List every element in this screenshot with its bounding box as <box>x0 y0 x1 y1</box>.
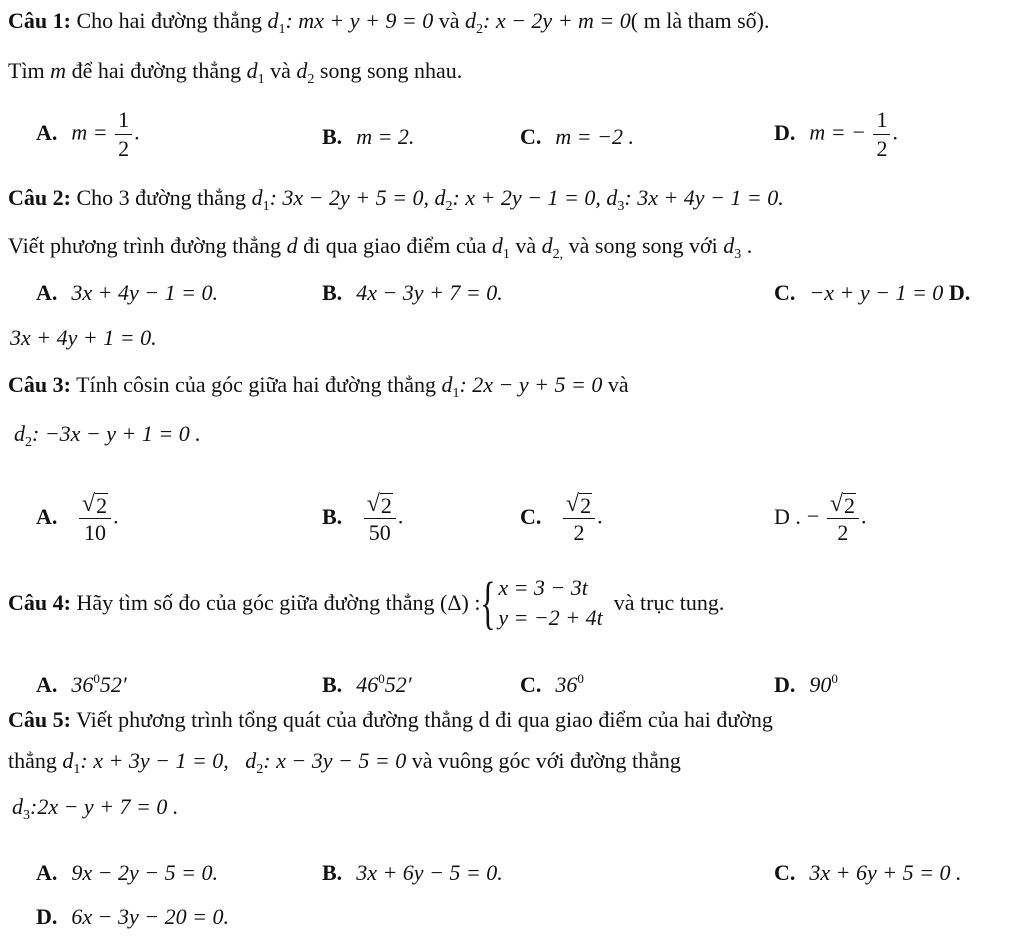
option-text: 6x − 3y − 20 = 0. <box>71 904 229 929</box>
q2-d1: d <box>251 185 263 210</box>
degree-mark: 0 <box>831 671 838 686</box>
q2-line1 <box>8 183 784 222</box>
q3-d1: d <box>441 372 453 397</box>
numerator: 1 <box>876 107 888 132</box>
q1-l2-m: m <box>50 58 67 83</box>
option-pre: − <box>806 503 820 529</box>
option-label: A. <box>36 119 58 145</box>
q1-d2: d <box>465 8 476 33</box>
q3-s1: 1 <box>452 386 460 401</box>
q4-delta: (Δ) : <box>440 590 481 615</box>
option-label: D. <box>774 672 796 697</box>
numerator: 1 <box>118 107 130 132</box>
q5-l2-t1: thẳng <box>8 748 57 773</box>
option-text: 3x + 6y + 5 = 0 . <box>809 860 962 885</box>
denominator: 2 <box>837 520 849 545</box>
q2-eq1: : 3x − 2y + 5 = 0, <box>269 185 429 210</box>
q2-option-b[interactable] <box>322 278 503 308</box>
q3-s2: 2 <box>25 435 32 450</box>
option-label: D. <box>774 119 796 145</box>
option-text: m = 2. <box>356 124 415 149</box>
option-text: 9x − 2y − 5 = 0. <box>71 860 218 885</box>
numerator <box>563 490 595 518</box>
radicand: 2 <box>580 493 592 518</box>
option-text: 4x − 3y + 7 = 0. <box>356 280 503 305</box>
system-rows <box>498 573 602 633</box>
q2-l2-s2: 2, <box>552 247 564 262</box>
q1-l2-b: để hai đường thẳng <box>71 58 242 83</box>
denominator: 10 <box>83 520 106 545</box>
q2-label: Câu 2: <box>8 185 71 210</box>
option-text: −x + y − 1 = 0 <box>809 280 944 305</box>
q1-and: và <box>438 8 460 33</box>
option-pre: m = <box>71 119 108 145</box>
system-row-1: x = 3 − 3t <box>498 575 588 600</box>
q5-d2: d <box>245 748 257 773</box>
fraction <box>364 490 396 547</box>
q5-option-c[interactable] <box>774 858 961 888</box>
q2-option-d[interactable] <box>10 323 157 353</box>
q5-line3 <box>12 792 178 831</box>
q1-option-b[interactable] <box>322 122 414 152</box>
radicand: 2 <box>96 493 108 518</box>
q1-text: Cho hai đường thẳng <box>76 8 262 33</box>
radicand: 2 <box>380 493 392 518</box>
radical-sign: √ <box>565 491 580 517</box>
q5-option-d[interactable] <box>36 902 229 932</box>
brace-glyph: { <box>480 570 497 635</box>
radical-sign: √ <box>829 491 843 517</box>
degree-mark: 0 <box>93 671 100 686</box>
sqrt <box>566 491 592 518</box>
q2-s2: 2 <box>445 199 453 214</box>
option-post: . <box>113 503 119 529</box>
option-label: C. <box>774 860 796 885</box>
option-post: . <box>134 119 140 145</box>
q4-option-c[interactable] <box>520 664 584 700</box>
option-deg: 46 <box>356 672 379 697</box>
q3-option-d[interactable] <box>774 490 866 547</box>
option-post: . <box>397 503 404 529</box>
q2-l2-d1: d <box>491 233 503 258</box>
q1-l2-s2: 2 <box>307 72 315 87</box>
q2-eq2: : x + 2y − 1 = 0, <box>452 185 601 210</box>
q3-and: và <box>607 372 629 397</box>
q1-l2-d2: d <box>296 58 308 83</box>
q5-l2-t2: và vuông góc với đường thẳng <box>411 748 681 773</box>
q3-option-a[interactable] <box>36 490 119 547</box>
fraction <box>79 490 111 547</box>
q2-eq3: : 3x + 4y − 1 = 0. <box>624 185 784 210</box>
q5-d3: d <box>12 794 23 819</box>
q3-line1 <box>8 370 629 409</box>
denominator: 2 <box>876 136 888 161</box>
q2-l2-s1: 1 <box>502 247 510 262</box>
option-label: D . <box>774 503 801 529</box>
q2-l2-t4: và song song với <box>568 233 718 258</box>
sqrt <box>367 491 393 518</box>
option-deg: 36 <box>555 672 578 697</box>
option-label: A. <box>36 503 58 529</box>
q5-option-a[interactable] <box>36 858 218 888</box>
option-post: . <box>892 119 898 145</box>
numerator <box>827 490 859 518</box>
option-text: m = −2 . <box>555 124 634 149</box>
q3-eq1: : 2x − y + 5 = 0 <box>459 372 603 397</box>
q4-option-d[interactable] <box>774 664 838 700</box>
q2-option-c[interactable] <box>774 278 970 308</box>
option-post: . <box>860 503 867 529</box>
q1-param-note: ( m là tham số). <box>630 8 770 33</box>
q2-l2-t2: đi qua giao điểm của <box>303 233 487 258</box>
q5-d1: d <box>62 748 74 773</box>
q4-label: Câu 4: <box>8 590 71 615</box>
q1-d1-sub: 1 <box>278 22 286 37</box>
option-label: B. <box>322 672 343 697</box>
q4-system <box>480 570 603 635</box>
option-label: C. <box>774 280 796 305</box>
option-minutes: 52′ <box>99 672 127 697</box>
q3-d2: d <box>14 421 25 446</box>
q1-l2-d1: d <box>246 58 258 83</box>
option-label: B. <box>322 124 343 149</box>
q2-text: Cho 3 đường thẳng <box>76 185 247 210</box>
fraction <box>873 106 890 163</box>
q5-s2: 2 <box>256 762 264 777</box>
option-pre: m = − <box>809 119 866 145</box>
radical-sign: √ <box>366 491 380 517</box>
q1-eq2: : x − 2y + m = 0 <box>483 8 631 33</box>
q2-l2-d3: d <box>723 233 735 258</box>
q1-eq1: : mx + y + 9 = 0 <box>285 8 434 33</box>
q1-l2-s1: 1 <box>257 72 265 87</box>
option-minutes: 52′ <box>384 672 412 697</box>
q5-s3: 3 <box>23 808 30 823</box>
q4-text1: Hãy tìm số đo của góc giữa đường thẳng <box>76 590 435 615</box>
q3-text: Tính côsin của góc giữa hai đường thẳng <box>76 372 436 397</box>
q2-option-a[interactable] <box>36 278 218 308</box>
option-text: 3x + 4y − 1 = 0. <box>71 280 218 305</box>
q1-l2-a: Tìm <box>8 58 45 83</box>
q2-line2 <box>8 231 752 270</box>
q3-option-c[interactable] <box>520 490 603 547</box>
q1-option-c[interactable] <box>520 122 634 152</box>
option-label: B. <box>322 280 343 305</box>
q4-text2: và trục tung. <box>613 590 725 615</box>
q1-l2-c: và <box>270 58 291 83</box>
q2-d2: d <box>434 185 446 210</box>
option-label: C. <box>520 124 542 149</box>
q4-option-b[interactable] <box>322 664 412 700</box>
q2-s3: 3 <box>617 199 625 214</box>
q1-line1 <box>8 6 769 45</box>
q5-eq3: :2x − y + 7 = 0 . <box>30 794 179 819</box>
denominator: 50 <box>368 520 391 545</box>
q3-label: Câu 3: <box>8 372 71 397</box>
q5-eq1: : x + 3y − 1 = 0, <box>80 748 229 773</box>
q5-line2 <box>8 746 681 785</box>
option-text: 3x + 4y + 1 = 0. <box>10 325 157 350</box>
denominator: 2 <box>573 520 585 545</box>
q3-option-b[interactable] <box>322 490 403 547</box>
q3-eq2: : −3x − y + 1 = 0 . <box>32 421 201 446</box>
degree-mark: 0 <box>378 671 385 686</box>
degree-mark: 0 <box>577 671 584 686</box>
q5-label: Câu 5: <box>8 707 71 732</box>
option-label: B. <box>322 503 343 529</box>
q2-l2-s3: 3 <box>734 247 742 262</box>
q5-line1 <box>8 705 773 735</box>
q1-d2-sub: 2 <box>476 22 483 37</box>
q2-l2-d2: d <box>541 233 553 258</box>
denominator: 2 <box>118 136 130 161</box>
q4-line1 <box>8 570 725 635</box>
option-label: A. <box>36 860 58 885</box>
q5-text1: Viết phương trình tổng quát của đường thẳng d đi qua giao điểm của hai đường <box>76 707 773 732</box>
numerator <box>364 490 396 518</box>
fraction <box>563 490 595 547</box>
q1-d1: d <box>267 8 279 33</box>
fraction <box>115 106 132 163</box>
numerator <box>79 490 111 518</box>
option-post: . <box>597 503 603 529</box>
q5-s1: 1 <box>73 762 81 777</box>
radical-sign: √ <box>81 491 96 517</box>
option-deg: 36 <box>71 672 94 697</box>
q1-option-d[interactable] <box>774 106 898 163</box>
q1-l2-e: song song nhau. <box>319 58 463 83</box>
option-label: A. <box>36 672 58 697</box>
option-label: B. <box>322 860 343 885</box>
system-row-2: y = −2 + 4t <box>498 605 603 630</box>
q2-d3: d <box>606 185 618 210</box>
q1-label: Câu 1: <box>8 8 71 33</box>
q2-s1: 1 <box>262 199 270 214</box>
q2-l2-t1: Viết phương trình đường thẳng <box>8 233 282 258</box>
q2-l2-d: d <box>286 233 298 258</box>
sqrt <box>82 491 108 518</box>
q2-option-d-label[interactable]: D. <box>948 280 971 305</box>
q5-eq2: : x − 3y − 5 = 0 <box>263 748 407 773</box>
q1-option-a[interactable] <box>36 106 140 163</box>
sqrt <box>830 491 856 518</box>
option-label: C. <box>520 672 542 697</box>
option-label: C. <box>520 503 542 529</box>
q5-option-b[interactable] <box>322 858 503 888</box>
q1-line2 <box>8 56 462 95</box>
q3-line2 <box>14 419 201 458</box>
option-deg: 90 <box>809 672 832 697</box>
radicand: 2 <box>843 493 855 518</box>
fraction <box>827 490 859 547</box>
q2-l2-t5: . <box>746 233 753 258</box>
q2-l2-t3: và <box>515 233 537 258</box>
option-label: D. <box>36 904 58 929</box>
option-text: 3x + 6y − 5 = 0. <box>356 860 503 885</box>
q4-option-a[interactable] <box>36 664 127 700</box>
option-label: A. <box>36 280 58 305</box>
